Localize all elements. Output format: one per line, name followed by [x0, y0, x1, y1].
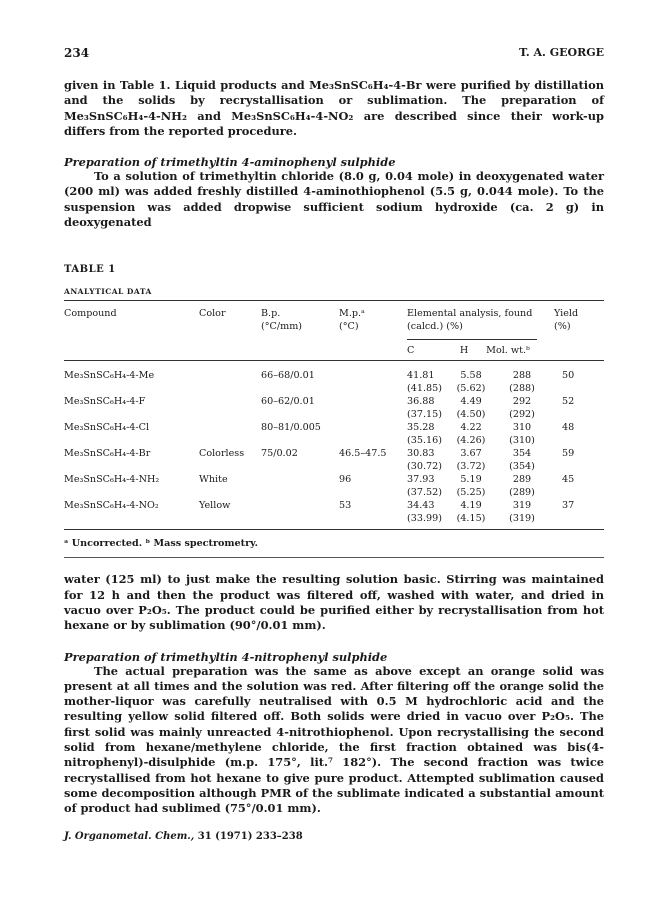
- col-bp-unit: (°C/mm): [261, 321, 303, 333]
- cell-c-calc: (35.16): [407, 435, 442, 447]
- cell-mw-found: 319: [512, 500, 532, 512]
- cell-compound: Me₃SnSC₆H₄-4-NH₂: [64, 474, 160, 486]
- analytical-data-table: [64, 301, 604, 530]
- cell-c-found: 36.88: [407, 396, 435, 408]
- cell-c-found: 30.83: [407, 448, 435, 460]
- col-elemental-unit: (calcd.) (%): [407, 321, 463, 333]
- table-row: [64, 499, 604, 512]
- cell-mw-calc: (292): [509, 409, 535, 421]
- cell-yield: 52: [562, 396, 575, 408]
- cell-bp: 75/0.02: [261, 448, 298, 460]
- cell-yield: 45: [562, 474, 575, 486]
- cell-c-calc: (33.99): [407, 513, 442, 525]
- col-mp-label: M.p.ᵃ: [339, 308, 365, 320]
- cell-c-found: 37.93: [407, 474, 435, 486]
- section-body-nitro: The actual preparation was the same as above except an orange solid was present at all times and the solution was red. After filtering off the orange solid the mother-liquor was carefully neutralised with 0.5 M hydrochloric acid and the resulting yellow solid filtered off. Both solids were dried in vacuo over P₂O₅. The first solid was mainly unreacted 4-nitrothiophenol. Upon recrystallising the second solid from hexane/methylene chloride, the first fraction obtained was bis(4-nitrophenyl)-disulphide (m.p. 175°, lit.⁷ 182°). The second fraction was twice recrystallised from hot hexane to give pure product. Attempted sublimation caused some decomposition although PMR of the sublimate indicated a substantial amount of product had sublimed (75°/0.01 mm).: [64, 663, 604, 816]
- cell-c-calc: (41.85): [407, 383, 442, 395]
- table-row-calc: [64, 434, 604, 447]
- cell-bp: [261, 473, 339, 486]
- table-row: [64, 395, 604, 408]
- table-footnote: ᵃ Uncorrected. ᵇ Mass spectrometry.: [64, 538, 258, 550]
- table-title: TABLE 1: [64, 264, 116, 276]
- cell-bp: [261, 499, 339, 512]
- page: [64, 40, 604, 842]
- cell-color: [199, 421, 261, 434]
- intro-paragraph: given in Table 1. Liquid products and Me₃SnSC₆H₄-4-Br were purified by distillation and the solids by recrystallisation or sublimation. The preparation of Me₃SnSC₆H₄-4-NH₂ and Me₃SnSC₆H₄-4-NO₂ are described since their work-up differs from the reported procedure.: [64, 78, 604, 138]
- col-h: H: [459, 345, 469, 357]
- col-yield-unit: (%): [554, 321, 571, 333]
- cell-mp: 96: [339, 474, 352, 486]
- cell-h-calc: (4.15): [456, 513, 486, 525]
- col-elemental-label: Elemental analysis, found: [407, 308, 533, 320]
- cell-color: [199, 395, 261, 408]
- table-header-row: [64, 301, 604, 333]
- cell-h-found: 4.22: [460, 422, 482, 434]
- table-row: [64, 447, 604, 460]
- continued-paragraph: water (125 ml) to just make the resulting solution basic. Stirring was maintained for 12 h and then the product was filtered off, washed with water, and dried in vacuo over P₂O₅. The product could be purified either by recrystallisation from hot hexane or by sublimation (90°/0.01 mm).: [64, 572, 604, 633]
- table-row-calc: [64, 460, 604, 473]
- cell-c-calc: (30.72): [407, 461, 442, 473]
- cell-h-calc: (3.72): [456, 461, 486, 473]
- cell-mw-calc: (310): [509, 435, 535, 447]
- cell-h-found: 3.67: [460, 448, 482, 460]
- cell-mw-calc: (289): [509, 487, 535, 499]
- cell-mw-calc: (288): [509, 383, 535, 395]
- cell-h-calc: (5.25): [456, 487, 486, 499]
- cell-bp: 66–68/0.01: [261, 370, 315, 382]
- cell-color: Colorless: [199, 448, 245, 460]
- subheader-cell: [407, 333, 554, 361]
- cell-compound: Me₃SnSC₆H₄-4-NO₂: [64, 500, 159, 512]
- table-row: [64, 421, 604, 434]
- journal-name: J. Organometal. Chem.,: [64, 830, 195, 842]
- col-mp: [339, 301, 407, 333]
- journal-ref: 31 (1971) 233–238: [197, 830, 303, 842]
- table-row-calc: [64, 382, 604, 395]
- cell-compound: Me₃SnSC₆H₄-4-Br: [64, 448, 151, 460]
- cell-yield: 59: [562, 448, 575, 460]
- cell-mp: 46.5–47.5: [339, 448, 387, 460]
- table-row: [64, 369, 604, 382]
- section-body-amino: To a solution of trimethyltin chloride (8.0 g, 0.04 mole) in deoxygenated water (200 ml) was added freshly distilled 4-aminothiophenol (5.5 g, 0.044 mole). To the suspension was added dropwise sufficient sodium hydroxide (ca. 2 g) in deoxygenated: [64, 169, 604, 230]
- page-number: 234: [64, 46, 90, 60]
- cell-c-found: 34.43: [407, 500, 435, 512]
- col-yield: [554, 301, 604, 333]
- section-heading-nitro: Preparation of trimethyltin 4-nitrophenyl sulphide: [64, 649, 388, 664]
- cell-mw-found: 354: [512, 448, 532, 460]
- cell-h-calc: (5.62): [456, 383, 486, 395]
- table-row-calc: [64, 486, 604, 499]
- cell-h-found: 5.19: [460, 474, 482, 486]
- cell-mp: [339, 369, 407, 382]
- cell-h-calc: (4.50): [456, 409, 486, 421]
- section-heading-amino: Preparation of trimethyltin 4-aminophenyl sulphide: [64, 155, 396, 170]
- cell-color: White: [199, 474, 228, 486]
- elemental-subheaders: [407, 339, 537, 357]
- running-header: [64, 46, 604, 60]
- cell-bp: 60–62/0.01: [261, 396, 315, 408]
- cell-c-calc: (37.15): [407, 409, 442, 421]
- footnote-rule: [64, 557, 604, 558]
- cell-color: [199, 369, 261, 382]
- col-elemental: [407, 301, 554, 333]
- cell-compound: Me₃SnSC₆H₄-4-Me: [64, 370, 155, 382]
- col-bp: [261, 301, 339, 333]
- col-mw: Mol. wt.ᵇ: [486, 345, 530, 357]
- col-c: C: [407, 345, 415, 357]
- table-subheader-row: [64, 333, 604, 361]
- cell-h-calc: (4.26): [456, 435, 486, 447]
- col-yield-label: Yield: [554, 308, 579, 320]
- cell-compound: Me₃SnSC₆H₄-4-Cl: [64, 422, 150, 434]
- col-mp-unit: (°C): [339, 321, 359, 333]
- cell-h-found: 4.19: [460, 500, 482, 512]
- table-row-calc: [64, 408, 604, 421]
- cell-mp: [339, 421, 407, 434]
- cell-yield: 50: [562, 370, 575, 382]
- cell-color: Yellow: [199, 500, 231, 512]
- cell-mw-found: 292: [512, 396, 532, 408]
- cell-mp: [339, 395, 407, 408]
- cell-yield: 48: [562, 422, 575, 434]
- cell-mw-calc: (354): [509, 461, 535, 473]
- cell-c-found: 41.81: [407, 370, 435, 382]
- table-row: [64, 473, 604, 486]
- cell-compound: Me₃SnSC₆H₄-4-F: [64, 396, 146, 408]
- cell-bp: 80–81/0.005: [261, 422, 321, 434]
- cell-mw-calc: (319): [509, 513, 535, 525]
- cell-mw-found: 310: [512, 422, 532, 434]
- cell-mw-found: 289: [512, 474, 532, 486]
- table-subtitle: ANALYTICAL DATA: [64, 287, 152, 297]
- col-compound: Compound: [64, 308, 117, 320]
- journal-citation: [64, 831, 604, 842]
- cell-mp: 53: [339, 500, 352, 512]
- cell-yield: 37: [562, 500, 575, 512]
- cell-c-calc: (37.52): [407, 487, 442, 499]
- col-color: Color: [199, 308, 226, 320]
- cell-h-found: 5.58: [460, 370, 482, 382]
- cell-mw-found: 288: [512, 370, 532, 382]
- cell-h-found: 4.49: [460, 396, 482, 408]
- running-author: T. A. GEORGE: [519, 46, 604, 59]
- cell-c-found: 35.28: [407, 422, 435, 434]
- col-bp-label: B.p.: [261, 308, 281, 320]
- table-row-calc: [64, 512, 604, 525]
